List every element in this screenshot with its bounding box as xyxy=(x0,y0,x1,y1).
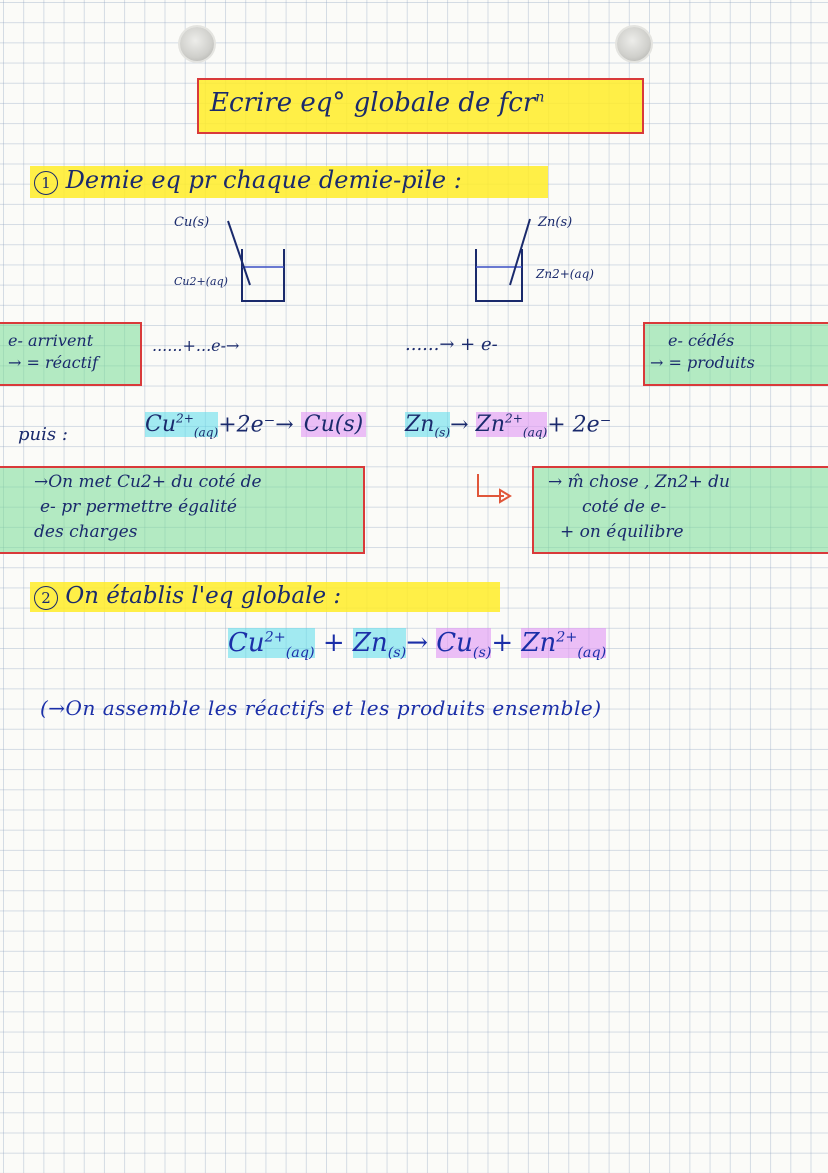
conclusion-text: (→On assemble les réactifs et les produits ensemble) xyxy=(40,696,602,720)
global-cu-symbol: Cu xyxy=(228,628,265,658)
cu-product: Cu(s) xyxy=(301,412,366,437)
global-zn-state: (s) xyxy=(387,645,407,662)
zn2-product xyxy=(475,412,548,440)
right-electrode-label: Zn(s) xyxy=(538,215,573,230)
left-blank-equation: ......+...e-→ xyxy=(152,336,240,355)
zn-reactant xyxy=(405,412,451,440)
global-cu-charge: 2+ xyxy=(264,629,286,646)
zn2-charge: 2+ xyxy=(505,412,523,426)
note-left-line3: des charges xyxy=(34,522,138,542)
left-electrode-label: Cu(s) xyxy=(174,215,210,230)
zn-state: (s) xyxy=(434,425,451,440)
step2-number: 2 xyxy=(34,586,58,610)
global-cu xyxy=(436,628,492,662)
zn-symbol: Zn xyxy=(405,412,435,438)
global-zn xyxy=(352,628,407,662)
note-right-line2: coté de e- xyxy=(582,497,667,517)
left-half-rest: +2e⁻→ xyxy=(218,412,294,438)
cu-state: (aq) xyxy=(193,425,219,440)
left-half-equation xyxy=(145,412,366,440)
note-left-line1: →On met Cu2+ du coté de xyxy=(34,472,262,492)
step1-heading xyxy=(34,166,462,195)
title-text: Ecrire eq° globale de fcr xyxy=(210,88,536,118)
left-note-line2: → = réactif xyxy=(8,353,99,372)
global-cu2-state: (s) xyxy=(472,645,492,662)
right-half-arrow: → xyxy=(450,412,469,438)
left-note xyxy=(8,330,98,374)
left-beaker-icon xyxy=(220,215,300,305)
zn2-state: (aq) xyxy=(522,425,548,440)
global-plus-1: + xyxy=(322,628,345,658)
global-cu-state: (aq) xyxy=(285,645,315,662)
global-zn2-symbol: Zn xyxy=(521,628,557,658)
step1-label: Demie eq pr chaque demie-pile : xyxy=(65,166,462,194)
global-zn2-charge: 2+ xyxy=(556,629,578,646)
global-zn-symbol: Zn xyxy=(352,628,388,658)
right-solution-label: Zn2+(aq) xyxy=(536,267,594,281)
step2-heading xyxy=(34,583,341,610)
right-half-rest: + 2e⁻ xyxy=(547,412,612,438)
right-note-line2: → = produits xyxy=(650,353,755,372)
right-half-cell xyxy=(470,205,630,305)
note-left xyxy=(34,470,262,545)
right-blank-equation: ......→ + e- xyxy=(405,334,498,355)
cu-charge: 2+ xyxy=(176,412,194,426)
global-equation xyxy=(228,628,606,661)
global-cu2 xyxy=(228,628,315,662)
right-note xyxy=(650,330,755,374)
left-note-line1: e- arrivent xyxy=(8,331,94,350)
note-right-line1: → m̂ chose , Zn2+ du xyxy=(548,472,730,492)
note-right xyxy=(548,470,730,545)
global-cu2-symbol: Cu xyxy=(436,628,473,658)
zn2-symbol: Zn xyxy=(475,412,506,438)
note-right-line3: + on équilibre xyxy=(560,522,684,542)
punch-hole-right xyxy=(617,27,651,61)
note-left-line2: e- pr permettre égalité xyxy=(40,497,237,517)
global-zn2-state: (aq) xyxy=(577,645,607,662)
global-plus-2: + xyxy=(491,628,514,658)
punch-hole-left xyxy=(180,27,214,61)
page-title xyxy=(210,88,545,118)
left-solution-label: Cu2+(aq) xyxy=(174,275,228,288)
step2-label: On établis l'eq globale : xyxy=(65,583,342,609)
step1-number: 1 xyxy=(34,171,58,195)
puis-label: puis : xyxy=(18,424,68,445)
right-half-equation xyxy=(405,412,611,440)
left-half-cell xyxy=(160,205,300,305)
global-zn2 xyxy=(521,628,607,662)
title-superscript: n xyxy=(535,89,545,106)
right-note-line1: e- cédés xyxy=(668,331,735,350)
curved-arrow-icon xyxy=(470,470,520,510)
global-arrow: → xyxy=(406,628,428,658)
cu-symbol: Cu xyxy=(145,412,177,438)
cu2-reactant xyxy=(145,412,219,440)
